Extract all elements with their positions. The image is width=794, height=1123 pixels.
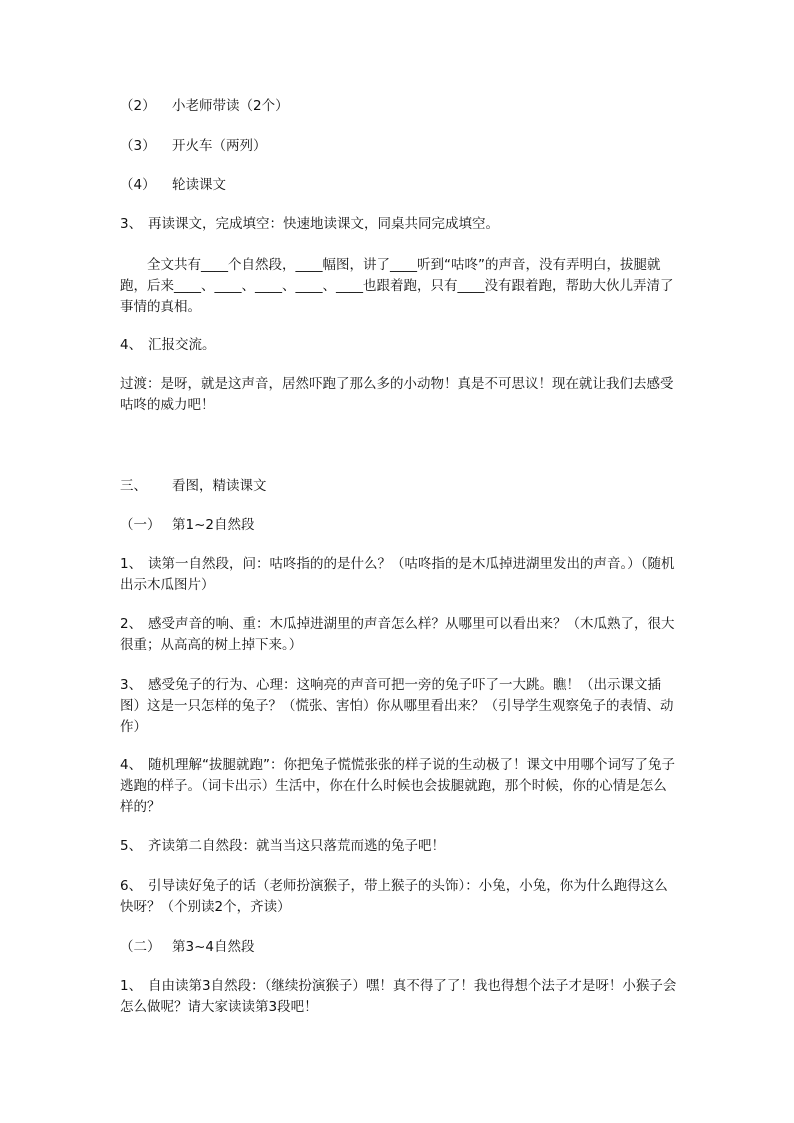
part1-item-5 — [120, 836, 680, 857]
item-number: 3、 — [120, 677, 143, 693]
step-number: （4） — [120, 177, 156, 193]
part-title: 第1~2自然段 — [172, 517, 255, 533]
section-number: 三、 — [120, 478, 147, 494]
step-number: （3） — [120, 138, 156, 154]
item-3 — [120, 214, 680, 235]
item-number: 1、 — [120, 556, 143, 572]
part1-item-1 — [120, 554, 680, 596]
item-text: 引导读好兔子的话（老师扮演猴子，带上猴子的头饰）：小兔，小兔，你为什么跑得这么快呀？（个别读2个，齐读） — [120, 878, 668, 915]
item-number: 4、 — [120, 337, 143, 353]
item-text: 读第一自然段，问：咕咚指的的是什么？（咕咚指的是木瓜掉进湖里发出的声音。）（随机出示木瓜图片） — [120, 556, 675, 593]
step-number: （2） — [120, 98, 156, 114]
item-number: 2、 — [120, 616, 143, 632]
item-number: 5、 — [120, 838, 143, 854]
part-2-heading — [120, 937, 680, 958]
step-text: 轮读课文 — [172, 177, 226, 193]
part1-item-2 — [120, 614, 680, 656]
part1-item-3 — [120, 675, 680, 738]
item-number: 4、 — [120, 757, 143, 773]
part2-item-1 — [120, 976, 680, 1018]
step-text: 小老师带读（2个） — [172, 98, 289, 114]
item-text: 再读课文，完成填空：快速地读课文，同桌共同完成填空。 — [148, 216, 499, 232]
part-1-heading — [120, 515, 680, 536]
step-3 — [120, 136, 680, 157]
part-title: 第3~4自然段 — [172, 939, 255, 955]
transition-paragraph: 过渡：是呀，就是这声音，居然吓跑了那么多的小动物！真是不可思议！现在就让我们去感受咕咚的威力吧！ — [120, 376, 674, 413]
part-number: （二） — [120, 939, 161, 955]
part-number: （一） — [120, 517, 161, 533]
section-3-heading — [120, 476, 680, 497]
item-text: 感受兔子的行为、心理：这响亮的声音可把一旁的兔子吓了一大跳。瞧！（出示课文插图）这是一只怎样的兔子？（慌张、害怕）你从哪里看出来？（引导学生观察兔子的表情、动作） — [120, 677, 674, 735]
section-title: 看图，精读课文 — [172, 478, 267, 494]
step-2 — [120, 96, 680, 117]
item-number: 1、 — [120, 978, 143, 994]
part1-item-6 — [120, 876, 680, 918]
step-text: 开火车（两列） — [172, 138, 267, 154]
item-text: 随机理解“拔腿就跑”：你把兔子慌慌张张的样子说的生动极了！课文中用哪个词写了兔子逃跑的样子。（词卡出示）生活中，你在什么时候也会拔腿就跑，那个时候，你的心情是怎么样的？ — [120, 757, 675, 815]
item-text: 感受声音的响、重：木瓜掉进湖里的声音怎么样？从哪里可以看出来？（木瓜熟了，很大很重；从高高的树上掉下来。） — [120, 616, 675, 653]
item-number: 6、 — [120, 878, 143, 894]
step-4 — [120, 175, 680, 196]
part1-item-4 — [120, 755, 680, 818]
item-text: 自由读第3自然段：（继续扮演猴子）嘿！真不得了了！我也得想个法子才是呀！小猴子会怎么做呢？请大家读读第3段吧！ — [120, 978, 677, 1015]
item-text: 汇报交流。 — [148, 337, 216, 353]
fill-blank-paragraph: 全文共有____个自然段，____幅图，讲了____听到“咕咚”的声音，没有弄明白，拔腿就跑，后来____、____、____、____、____也跟着跑，只有____没有跟着跑，帮助大伙儿弄清了事情的真相。 — [120, 257, 674, 315]
item-text: 齐读第二自然段：就当当这只落荒而逃的兔子吧！ — [148, 838, 445, 854]
item-4 — [120, 335, 680, 356]
item-number: 3、 — [120, 216, 143, 232]
